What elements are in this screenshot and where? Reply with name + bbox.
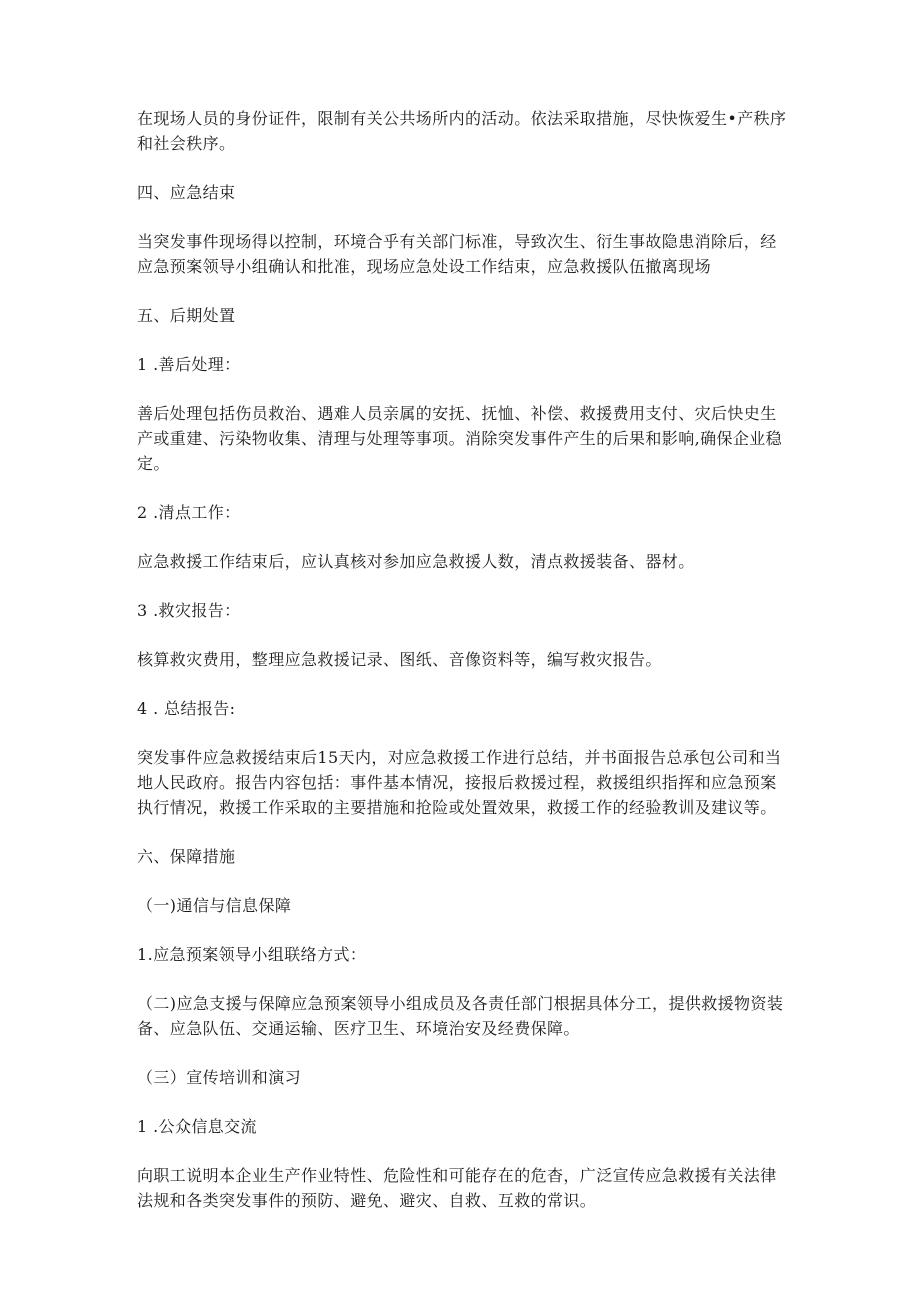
paragraph-emergency-end: 当突发事件现场得以控制，环境合乎有关部门标准，导致次生、衍生事故隐患消除后，经应急预案领导小组确认和批准，现场应急处设工作结束，应急救援队伍撤离现场 <box>137 232 777 276</box>
subheading-inventory: 2 .清点工作： <box>137 503 241 522</box>
subheading-public-info: 1 .公众信息交流 <box>137 1117 257 1136</box>
section-heading-6: 六、保障措施 <box>137 847 236 866</box>
paragraph-disaster-report: 核算救灾费用，整理应急救援记录、图纸、音像资料等，编写救灾报告。 <box>137 650 662 669</box>
subheading-communication: （一)通信与信息保障 <box>137 896 292 915</box>
subheading-disaster-report: 3 .救灾报告： <box>137 601 241 620</box>
paragraph-inventory: 应急救援工作结束后，应认真核对参加应急救援人数，清点救援装备、器材。 <box>137 552 695 571</box>
section-heading-4: 四、应急结束 <box>137 183 236 202</box>
subheading-contact: 1.应急预案领导小组联络方式： <box>137 945 367 964</box>
paragraph-aftermath: 善后处理包括伤员救治、遇难人员亲属的安抚、抚恤、补偿、救援费用支付、灾后快史生产或重建、污染物收集、清理与处理等事项。消除突发事件产生的后果和影响,确保企业稳定。 <box>137 404 783 473</box>
subheading-summary-report: 4 . 总结报告: <box>137 699 236 718</box>
paragraph-support: （二)应急支援与保障应急预案领导小组成员及各责任部门根据具体分工，提供救援物资装备、应急队伍、交通运输、医疗卫生、环境治安及经费保障。 <box>137 994 784 1038</box>
paragraph-continuation: 在现场人员的身份证件，限制有关公共场所内的活动。依法采取措施，尽快恢爱生•产秩序和社会秩序。 <box>137 109 787 153</box>
paragraph-public-info: 向职工说明本企业生产作业特性、危险性和可能存在的危杳，广泛宣传应急救援有关法律法规和各类突发事件的预防、避免、避灾、自救、互救的常识。 <box>137 1166 777 1210</box>
section-heading-5: 五、后期处置 <box>137 306 236 325</box>
subheading-aftermath: 1 .善后处理： <box>137 355 241 374</box>
document-body <box>137 106 787 1213</box>
subheading-training: （三）宣传培训和演习 <box>137 1068 302 1087</box>
paragraph-summary-report: 突发事件应急救援结束后15天内，对应急救援工作进行总结，并书面报告总承包公司和当地人民政府。报告内容包括：事件基本情况，接报后救援过程，救援组织指挥和应急预案执行情况，救援工作采取的主要措施和抢险或处置效果，救援工作的经验教训及建议等。 <box>137 748 782 817</box>
